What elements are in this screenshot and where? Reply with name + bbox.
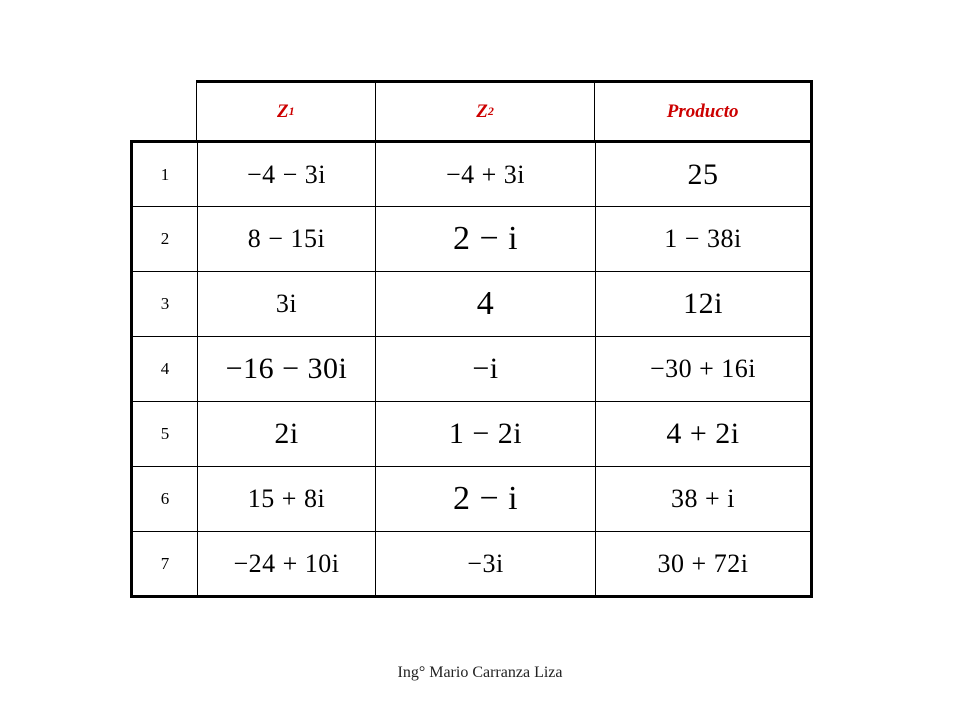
header-z2-base: Z <box>476 100 488 122</box>
cell-producto: 1 − 38i <box>596 207 812 272</box>
row-index: 6 <box>132 467 198 532</box>
table-row <box>132 402 812 467</box>
header-z2 <box>375 83 595 140</box>
cell-z1: 8 − 15i <box>198 207 376 272</box>
header-producto <box>594 83 810 140</box>
table-row <box>132 207 812 272</box>
header-producto-label: Producto <box>666 100 739 122</box>
header-z2-sub: 2 <box>487 104 494 118</box>
row-index: 7 <box>132 532 198 597</box>
cell-z1: 2i <box>198 402 376 467</box>
table-row <box>132 532 812 597</box>
table-row <box>132 142 812 207</box>
cell-z2: −4 + 3i <box>376 142 596 207</box>
cell-z2: −i <box>376 337 596 402</box>
cell-z2: −3i <box>376 532 596 597</box>
cell-producto: −30 + 16i <box>596 337 812 402</box>
cell-producto: 4 + 2i <box>596 402 812 467</box>
row-index: 5 <box>132 402 198 467</box>
cell-z1: −24 + 10i <box>198 532 376 597</box>
cell-z1: 3i <box>198 272 376 337</box>
row-index: 2 <box>132 207 198 272</box>
cell-z2: 2 − i <box>376 207 596 272</box>
table-row <box>132 467 812 532</box>
cell-z2: 2 − i <box>376 467 596 532</box>
table-header-row <box>196 80 813 140</box>
row-index: 3 <box>132 272 198 337</box>
cell-z1: 15 + 8i <box>198 467 376 532</box>
products-table <box>130 140 813 598</box>
row-index: 4 <box>132 337 198 402</box>
cell-producto: 30 + 72i <box>596 532 812 597</box>
header-z1-sub: 1 <box>288 104 295 118</box>
table-row <box>132 272 812 337</box>
row-index: 1 <box>132 142 198 207</box>
table-row <box>132 337 812 402</box>
header-z1 <box>197 83 375 140</box>
cell-producto: 12i <box>596 272 812 337</box>
cell-z1: −16 − 30i <box>198 337 376 402</box>
cell-producto: 38 + i <box>596 467 812 532</box>
cell-z1: −4 − 3i <box>198 142 376 207</box>
cell-producto: 25 <box>596 142 812 207</box>
footer-author: Ing° Mario Carranza Liza <box>397 664 563 681</box>
cell-z2: 4 <box>376 272 596 337</box>
header-z1-base: Z <box>277 100 289 122</box>
cell-z2: 1 − 2i <box>376 402 596 467</box>
